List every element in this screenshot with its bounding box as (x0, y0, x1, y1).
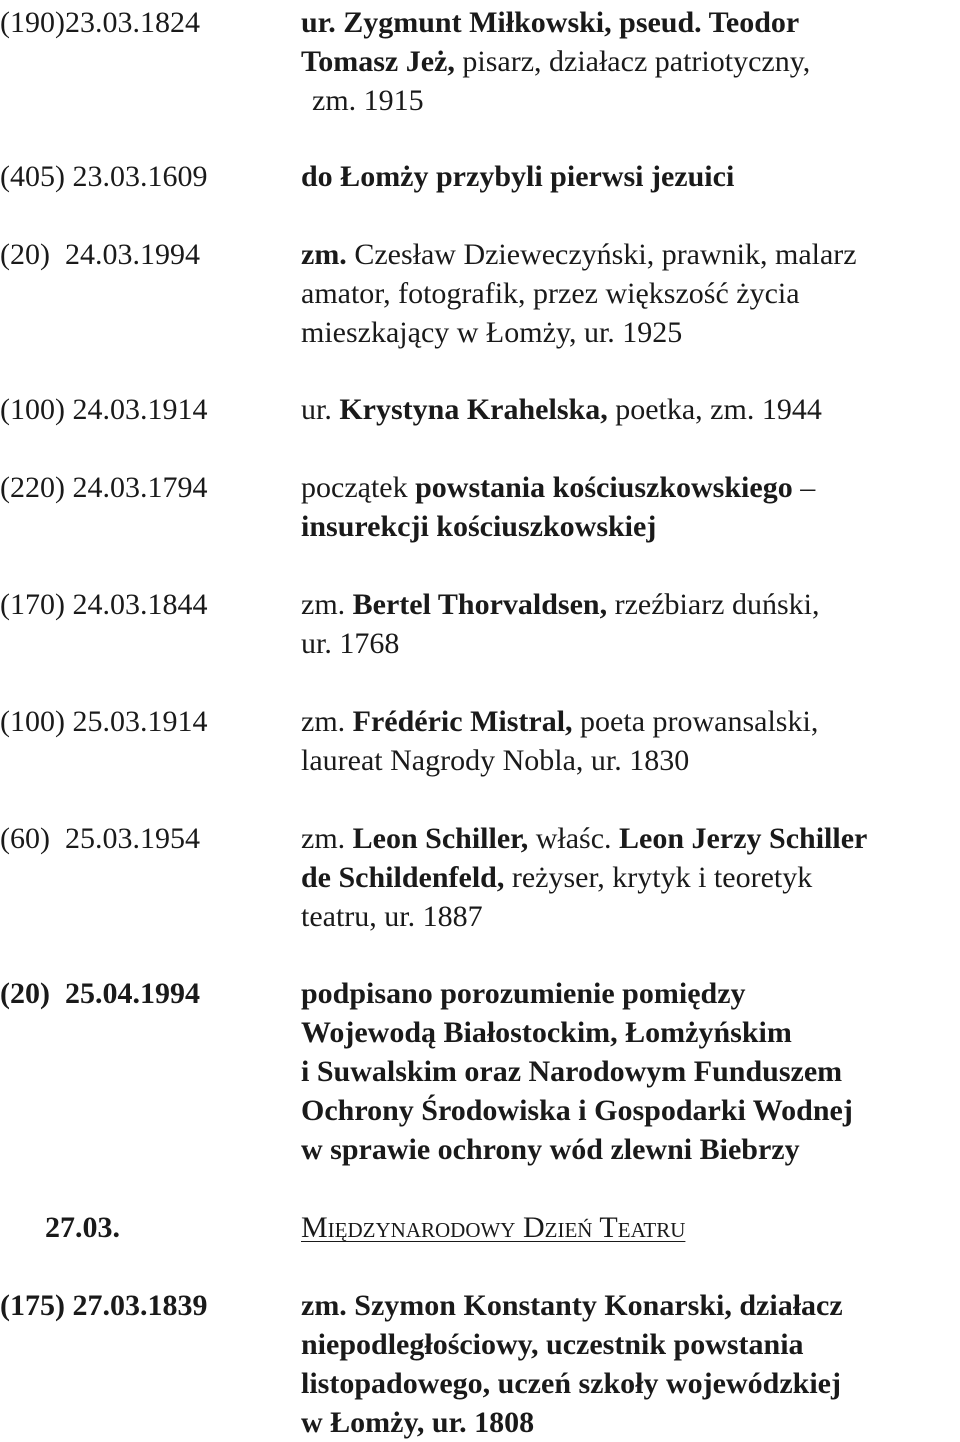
entry-line (301, 1052, 951, 1091)
entry-date: (100) 24.03.1914 (0, 393, 208, 426)
entry-date: (20) 25.04.1994 (0, 977, 200, 1010)
entry-date: (20) 24.03.1994 (0, 238, 200, 271)
entry-text (301, 468, 951, 546)
entry-text-segment: podpisano porozumienie pomiędzy (301, 977, 746, 1010)
entry-line (301, 1286, 951, 1325)
entry-date: (405) 23.03.1609 (0, 160, 208, 193)
entry-line (301, 897, 951, 936)
entry-text-segment: zm. (301, 238, 347, 271)
entry-date: (60) 25.03.1954 (0, 822, 200, 855)
entry-text-segment: teatru, ur. 1887 (301, 900, 483, 933)
entry-line (301, 157, 951, 196)
entry-text (301, 819, 951, 936)
entry-line (301, 1091, 951, 1130)
entry-line (301, 390, 951, 429)
entry-text-segment: początek (301, 471, 416, 504)
entry-text-segment: Tomasz Jeż, (301, 45, 455, 78)
entry-date: 27.03. (0, 1211, 120, 1244)
entry-line (301, 1130, 951, 1169)
entry-text-segment: w sprawie ochrony wód zlewni Biebrzy (301, 1133, 800, 1166)
entry-text-segment: Ochrony Środowiska i Gospodarki Wodnej (301, 1094, 853, 1127)
entry-date: (100) 25.03.1914 (0, 705, 208, 738)
entry-text (301, 3, 951, 120)
entry-date: (220) 24.03.1794 (0, 471, 208, 504)
entry-line (301, 1013, 951, 1052)
entry-text-segment: mieszkający w Łomży, ur. 1925 (301, 316, 683, 349)
entry-line (301, 235, 951, 274)
entry-text-segment: insurekcji kościuszkowskiej (301, 510, 657, 543)
entry-text-segment: listopadowego, uczeń szkoły wojewódzkiej (301, 1367, 841, 1400)
entry-line (301, 1364, 951, 1403)
entry-text-segment: zm. 1915 (312, 84, 424, 117)
entry-text-segment: w Łomży, ur. 1808 (301, 1406, 535, 1439)
entry-text-segment: Krystyna Krahelska, (339, 393, 608, 426)
entry-line (301, 507, 951, 546)
entry-text-segment: ur. 1768 (301, 627, 400, 660)
entry-text-segment: zm. (301, 822, 353, 855)
entry-text-segment: Międzynarodowy Dzień Teatru (301, 1211, 686, 1244)
entry-date: (170) 24.03.1844 (0, 588, 208, 621)
entry-text-segment: reżyser, krytyk i teoretyk (504, 861, 813, 894)
entry-text (301, 702, 951, 780)
entry-text (301, 390, 951, 429)
entry-date: (190)23.03.1824 (0, 6, 200, 39)
entry-line (301, 313, 951, 352)
entry-line (301, 1325, 951, 1364)
entry-text-segment: zm. (301, 588, 353, 621)
entry-text-segment: Wojewodą Białostockim, Łomżyńskim (301, 1016, 792, 1049)
entry-text (301, 974, 951, 1169)
entry-text (301, 585, 951, 663)
entry-text-segment: poetka, zm. 1944 (607, 393, 822, 426)
entry-line (301, 1208, 951, 1247)
entry-text-segment: zm. Szymon Konstanty Konarski, działacz (301, 1289, 843, 1322)
entry-text-segment: laureat Nagrody Nobla, ur. 1830 (301, 744, 690, 777)
entry-line (301, 42, 951, 81)
entry-text-segment: pisarz, działacz patriotyczny, (454, 45, 811, 78)
entry-line (301, 585, 951, 624)
entry-line (301, 974, 951, 1013)
entry-text-segment: de Schildenfeld, (301, 861, 505, 894)
entry-line (301, 468, 951, 507)
entry-line (301, 3, 951, 42)
entry-line (301, 702, 951, 741)
entry-line (301, 624, 951, 663)
entry-text-segment: niepodległościowy, uczestnik powstania (301, 1328, 804, 1361)
entry-text-segment: zm. (301, 705, 353, 738)
entry-text-segment: Bertel Thorvaldsen, (352, 588, 608, 621)
entry-text-segment: ur. (301, 393, 340, 426)
entry-text-segment: poeta prowansalski, (572, 705, 819, 738)
entry-text (301, 157, 951, 196)
entry-text-segment: ur. Zygmunt Miłkowski, pseud. Teodor (301, 6, 800, 39)
entry-text-segment: – (792, 471, 816, 504)
entry-text-segment: rzeźbiarz duński, (607, 588, 820, 621)
entry-text-segment: Frédéric Mistral, (352, 705, 573, 738)
entry-text-segment: i Suwalskim oraz Narodowym Funduszem (301, 1055, 843, 1088)
entry-line (301, 274, 951, 313)
entry-text-segment: do Łomży przybyli pierwsi jezuici (301, 160, 735, 193)
entry-text-segment: Czesław Dzieweczyński, prawnik, malarz (346, 238, 857, 271)
entry-text-segment: Leon Jerzy Schiller (619, 822, 868, 855)
entry-date: (175) 27.03.1839 (0, 1289, 208, 1322)
entry-text (301, 235, 951, 352)
entry-text (301, 1286, 951, 1442)
entry-line (301, 81, 951, 120)
entry-text-segment: amator, fotografik, przez większość życia (301, 277, 800, 310)
entry-text (301, 1208, 951, 1247)
entry-line (301, 819, 951, 858)
entry-line (301, 858, 951, 897)
entry-line (301, 1403, 951, 1442)
entry-line (301, 741, 951, 780)
entry-text-segment: powstania kościuszkowskiego (415, 471, 793, 504)
entry-text-segment: Leon Schiller, (352, 822, 529, 855)
entry-text-segment: właśc. (528, 822, 620, 855)
